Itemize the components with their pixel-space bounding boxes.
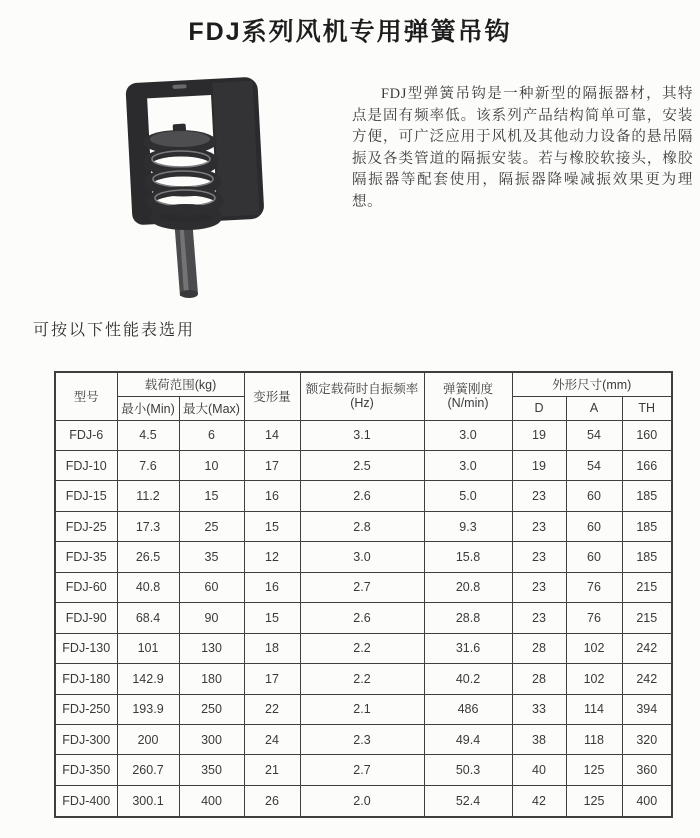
value-cell: 360: [622, 755, 672, 785]
value-cell: 33: [512, 694, 566, 724]
value-cell: 50.3: [424, 755, 512, 785]
value-cell: 400: [622, 785, 672, 817]
value-cell: 2.0: [300, 785, 424, 817]
value-cell: 185: [622, 511, 672, 541]
model-cell: FDJ-35: [55, 542, 117, 572]
value-cell: 180: [179, 664, 244, 694]
value-cell: 130: [179, 633, 244, 663]
spec-table: [54, 371, 673, 818]
model-cell: FDJ-60: [55, 572, 117, 602]
table-row: [55, 785, 672, 817]
value-cell: 114: [566, 694, 622, 724]
value-cell: 40: [512, 755, 566, 785]
value-cell: 16: [244, 572, 300, 602]
value-cell: 142.9: [117, 664, 179, 694]
value-cell: 19: [512, 420, 566, 450]
spring-hanger-illustration: [116, 74, 324, 304]
value-cell: 23: [512, 511, 566, 541]
value-cell: 486: [424, 694, 512, 724]
value-cell: 2.2: [300, 664, 424, 694]
value-cell: 11.2: [117, 481, 179, 511]
value-cell: 3.0: [300, 542, 424, 572]
value-cell: 15: [244, 603, 300, 633]
value-cell: 250: [179, 694, 244, 724]
value-cell: 54: [566, 450, 622, 480]
value-cell: 350: [179, 755, 244, 785]
value-cell: 54: [566, 420, 622, 450]
model-cell: FDJ-180: [55, 664, 117, 694]
value-cell: 2.7: [300, 755, 424, 785]
value-cell: 14: [244, 420, 300, 450]
value-cell: 3.1: [300, 420, 424, 450]
value-cell: 28: [512, 633, 566, 663]
value-cell: 160: [622, 420, 672, 450]
value-cell: 2.2: [300, 633, 424, 663]
value-cell: 60: [566, 542, 622, 572]
value-cell: 90: [179, 603, 244, 633]
table-row: [55, 755, 672, 785]
spec-table-body: [55, 420, 672, 817]
model-cell: FDJ-300: [55, 725, 117, 755]
value-cell: 2.5: [300, 450, 424, 480]
value-cell: 4.5: [117, 420, 179, 450]
value-cell: 12: [244, 542, 300, 572]
value-cell: 10: [179, 450, 244, 480]
table-row: [55, 450, 672, 480]
value-cell: 102: [566, 664, 622, 694]
value-cell: 2.3: [300, 725, 424, 755]
photo-spring: [143, 124, 219, 226]
value-cell: 400: [179, 785, 244, 817]
value-cell: 76: [566, 603, 622, 633]
page-title: FDJ系列风机专用弹簧吊钩: [188, 18, 512, 46]
value-cell: 6: [179, 420, 244, 450]
value-cell: 242: [622, 633, 672, 663]
value-cell: 21: [244, 755, 300, 785]
value-cell: 3.0: [424, 420, 512, 450]
model-cell: FDJ-15: [55, 481, 117, 511]
table-row: [55, 542, 672, 572]
value-cell: 15: [179, 481, 244, 511]
value-cell: 394: [622, 694, 672, 724]
header-dim-th: TH: [622, 396, 672, 420]
value-cell: 17.3: [117, 511, 179, 541]
model-cell: FDJ-250: [55, 694, 117, 724]
value-cell: 215: [622, 572, 672, 602]
value-cell: 68.4: [117, 603, 179, 633]
value-cell: 260.7: [117, 755, 179, 785]
value-cell: 52.4: [424, 785, 512, 817]
header-deformation: 变形量: [244, 372, 300, 420]
intro-paragraph: FDJ型弹簧吊钩是一种新型的隔振器材，其特点是固有频率低。该系列产品结构简单可靠，安装方便，可广泛应用于风机及其他动力设备的悬吊隔振及各类管道的隔振安装。若与橡胶软接头，橡胶隔振器等配套使用，隔振器降噪减振效果更为理想。: [352, 86, 693, 210]
value-cell: 23: [512, 572, 566, 602]
value-cell: 22: [244, 694, 300, 724]
header-load-min: 最小(Min): [117, 396, 179, 420]
value-cell: 18: [244, 633, 300, 663]
value-cell: 15: [244, 511, 300, 541]
value-cell: 40.8: [117, 572, 179, 602]
header-dim-d: D: [512, 396, 566, 420]
product-photo: [116, 74, 324, 304]
value-cell: 3.0: [424, 450, 512, 480]
header-stiffness: 弹簧刚度 (N/min): [424, 372, 512, 420]
table-row: [55, 664, 672, 694]
header-dim-a: A: [566, 396, 622, 420]
header-load-max: 最大(Max): [179, 396, 244, 420]
value-cell: 60: [179, 572, 244, 602]
value-cell: 24: [244, 725, 300, 755]
value-cell: 300.1: [117, 785, 179, 817]
table-row: [55, 511, 672, 541]
value-cell: 215: [622, 603, 672, 633]
header-model: 型号: [55, 372, 117, 420]
value-cell: 2.1: [300, 694, 424, 724]
value-cell: 42: [512, 785, 566, 817]
model-cell: FDJ-90: [55, 603, 117, 633]
value-cell: 25: [179, 511, 244, 541]
value-cell: 28.8: [424, 603, 512, 633]
value-cell: 242: [622, 664, 672, 694]
value-cell: 38: [512, 725, 566, 755]
model-cell: FDJ-6: [55, 420, 117, 450]
value-cell: 26: [244, 785, 300, 817]
value-cell: 26.5: [117, 542, 179, 572]
value-cell: 35: [179, 542, 244, 572]
model-cell: FDJ-10: [55, 450, 117, 480]
table-row: [55, 572, 672, 602]
table-row: [55, 603, 672, 633]
value-cell: 23: [512, 603, 566, 633]
value-cell: 2.7: [300, 572, 424, 602]
value-cell: 19: [512, 450, 566, 480]
value-cell: 300: [179, 725, 244, 755]
value-cell: 7.6: [117, 450, 179, 480]
header-frequency: 额定载荷时自振频率 (Hz): [300, 372, 424, 420]
value-cell: 23: [512, 542, 566, 572]
value-cell: 60: [566, 481, 622, 511]
table-row: [55, 420, 672, 450]
value-cell: 185: [622, 542, 672, 572]
table-row: [55, 481, 672, 511]
value-cell: 16: [244, 481, 300, 511]
value-cell: 118: [566, 725, 622, 755]
table-row: [55, 694, 672, 724]
value-cell: 31.6: [424, 633, 512, 663]
value-cell: 5.0: [424, 481, 512, 511]
value-cell: 125: [566, 785, 622, 817]
value-cell: 49.4: [424, 725, 512, 755]
value-cell: 60: [566, 511, 622, 541]
value-cell: 320: [622, 725, 672, 755]
header-load-range: 载荷范围(kg): [117, 372, 244, 396]
value-cell: 2.8: [300, 511, 424, 541]
value-cell: 2.6: [300, 481, 424, 511]
model-cell: FDJ-350: [55, 755, 117, 785]
value-cell: 40.2: [424, 664, 512, 694]
value-cell: 101: [117, 633, 179, 663]
table-caption: 可按以下性能表选用: [33, 322, 196, 339]
value-cell: 200: [117, 725, 179, 755]
value-cell: 185: [622, 481, 672, 511]
value-cell: 166: [622, 450, 672, 480]
value-cell: 23: [512, 481, 566, 511]
value-cell: 193.9: [117, 694, 179, 724]
model-cell: FDJ-400: [55, 785, 117, 817]
table-row: [55, 633, 672, 663]
value-cell: 2.6: [300, 603, 424, 633]
value-cell: 76: [566, 572, 622, 602]
value-cell: 28: [512, 664, 566, 694]
header-dimensions: 外形尺寸(mm): [512, 372, 672, 396]
value-cell: 15.8: [424, 542, 512, 572]
value-cell: 17: [244, 450, 300, 480]
value-cell: 20.8: [424, 572, 512, 602]
value-cell: 102: [566, 633, 622, 663]
value-cell: 17: [244, 664, 300, 694]
model-cell: FDJ-25: [55, 511, 117, 541]
model-cell: FDJ-130: [55, 633, 117, 663]
value-cell: 9.3: [424, 511, 512, 541]
table-row: [55, 725, 672, 755]
value-cell: 125: [566, 755, 622, 785]
spec-table-header: [55, 372, 672, 420]
